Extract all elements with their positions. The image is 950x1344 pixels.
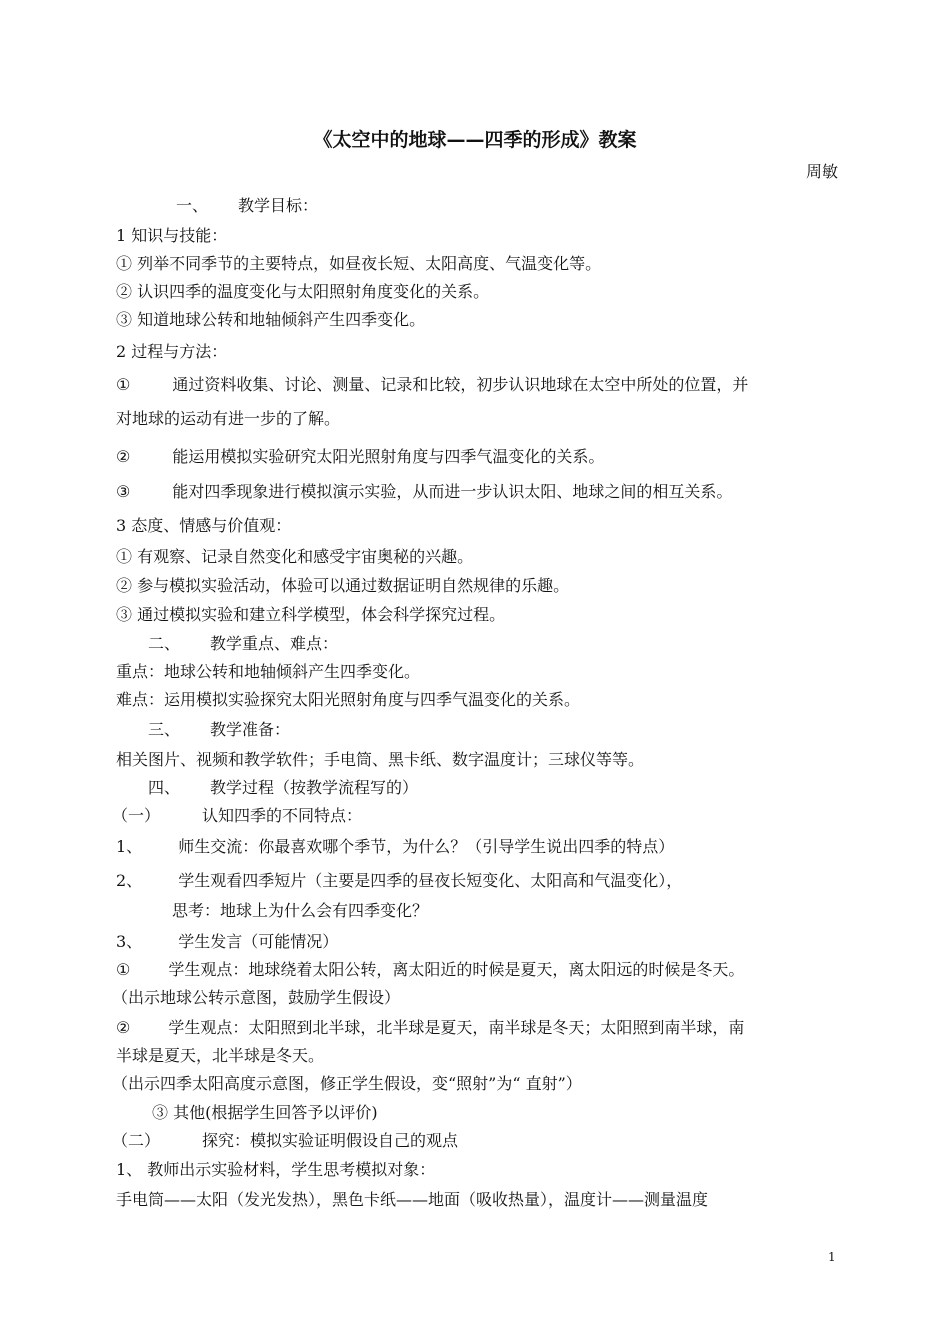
list-item <box>116 482 732 502</box>
item-text: 能运用模拟实验研究太阳光照射角度与四季气温变化的关系。 <box>172 447 605 466</box>
document-title: 《太空中的地球——四季的形成》教案 <box>313 129 637 151</box>
viewpoint-item <box>116 960 744 980</box>
list-item: ① 列举不同季节的主要特点，如昼夜长短、太阳高度、气温变化等。 <box>116 254 602 273</box>
step-item <box>116 837 674 857</box>
key-point: 重点：地球公转和地轴倾斜产生四季变化。 <box>116 662 421 681</box>
section-heading-1 <box>176 196 318 216</box>
list-item: ② 认识四季的温度变化与太阳照射角度变化的关系。 <box>116 282 490 301</box>
viewpoint-other: ③ 其他(根据学生回答予以评价) <box>152 1103 378 1122</box>
subheading-attitude: 3 态度、情感与价值观： <box>116 516 292 535</box>
section-number: 三、 <box>148 720 181 739</box>
section-heading-3 <box>148 720 290 740</box>
page-number: 1 <box>828 1250 836 1264</box>
section-title: 教学目标： <box>238 196 319 215</box>
step-number: 2、 <box>116 871 143 890</box>
item-text: 学生观点：地球绕着太阳公转，离太阳近的时候是夏天，离太阳远的时候是冬天。 <box>168 960 745 979</box>
list-item: ③ 知道地球公转和地轴倾斜产生四季变化。 <box>116 310 426 329</box>
step-number: 3、 <box>116 932 143 951</box>
list-item: ② 参与模拟实验活动，体验可以通过数据证明自然规律的乐趣。 <box>116 576 570 595</box>
item-marker: ① <box>116 375 131 394</box>
step-item <box>116 932 338 952</box>
subheading-knowledge: 1 知识与技能： <box>116 226 228 245</box>
step-text: 师生交流：你最喜欢哪个季节，为什么？（引导学生说出四季的特点） <box>178 837 675 856</box>
difficult-point: 难点：运用模拟实验探究太阳光照射角度与四季气温变化的关系。 <box>116 690 581 709</box>
item-text: 通过资料收集、讨论、测量、记录和比较，初步认识地球在太空中所处的位置，并 <box>172 375 749 394</box>
list-item-continuation: 对地球的运动有进一步的了解。 <box>116 409 341 428</box>
viewpoint-item <box>116 1018 744 1038</box>
step-item <box>116 871 682 891</box>
section-number: 一、 <box>176 196 209 215</box>
experiment-step: 1、 教师出示实验材料，学生思考模拟对象： <box>116 1160 436 1179</box>
item-text: 能对四季现象进行模拟演示实验，从而进一步认识太阳、地球之间的相互关系。 <box>172 482 733 501</box>
section-heading-4 <box>148 778 418 798</box>
list-item <box>116 447 604 467</box>
preparation-text: 相关图片、视频和教学软件；手电筒、黑卡纸、数字温度计；三球仪等等。 <box>116 750 645 769</box>
item-marker: ② <box>116 447 131 466</box>
part-heading-1 <box>112 806 362 826</box>
list-item: ③ 通过模拟实验和建立科学模型，体会科学探究过程。 <box>116 605 506 624</box>
step-number: 1、 <box>116 837 143 856</box>
item-marker: ② <box>116 1018 131 1037</box>
item-marker: ③ <box>116 482 131 501</box>
part-heading-2 <box>112 1131 458 1151</box>
step-text: 学生发言（可能情况） <box>178 932 339 951</box>
section-title: 教学过程（按教学流程写的） <box>210 778 419 797</box>
viewpoint-continuation: 半球是夏天，北半球是冬天。 <box>116 1046 325 1065</box>
section-title: 教学重点、难点： <box>210 634 339 653</box>
step-think: 思考：地球上为什么会有四季变化？ <box>172 901 429 920</box>
viewpoint-note: （出示四季太阳高度示意图，修正学生假设，变“照射”为“ 直射”） <box>112 1074 582 1093</box>
part-number: （二） <box>112 1131 161 1150</box>
part-title: 探究：模拟实验证明假设自己的观点 <box>202 1131 459 1150</box>
section-number: 二、 <box>148 634 181 653</box>
experiment-materials: 手电筒——太阳（发光发热），黑色卡纸——地面（吸收热量），温度计——测量温度 <box>116 1190 709 1209</box>
section-title: 教学准备： <box>210 720 291 739</box>
item-marker: ① <box>116 960 131 979</box>
section-number: 四、 <box>148 778 181 797</box>
list-item <box>116 375 748 395</box>
list-item: ① 有观察、记录自然变化和感受宇宙奥秘的兴趣。 <box>116 547 474 566</box>
item-text: 学生观点：太阳照到北半球，北半球是夏天，南半球是冬天；太阳照到南半球，南 <box>168 1018 745 1037</box>
step-text: 学生观看四季短片（主要是四季的昼夜长短变化、太阳高和气温变化）， <box>178 871 683 890</box>
section-heading-2 <box>148 634 338 654</box>
subheading-process: 2 过程与方法： <box>116 342 228 361</box>
author-name: 周敏 <box>805 162 838 181</box>
part-number: （一） <box>112 806 161 825</box>
part-title: 认知四季的不同特点： <box>202 806 363 825</box>
viewpoint-note: （出示地球公转示意图，鼓励学生假设） <box>112 988 401 1007</box>
